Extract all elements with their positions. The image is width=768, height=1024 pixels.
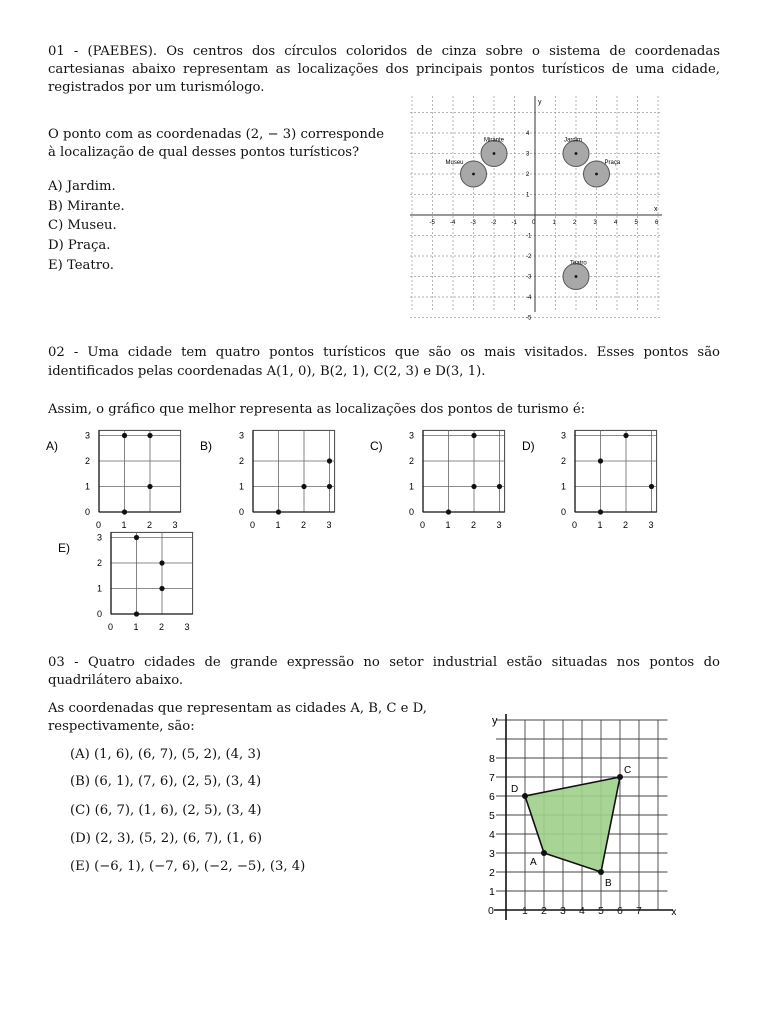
chart-point — [497, 484, 502, 489]
y-tick-label: 1 — [526, 192, 530, 199]
q1-option-d: D) Praça. — [48, 238, 111, 253]
chart-x-tick-label: 0 — [96, 520, 102, 530]
chart-point — [159, 586, 164, 591]
x-tick-label: 2 — [541, 905, 547, 917]
q2-prompt: Assim, o gráfico que melhor representa as localizações dos pontos de turismo é: — [48, 402, 586, 417]
q1-option-e: E) Teatro. — [48, 258, 114, 273]
y-tick-label: 3 — [526, 151, 530, 158]
q2-chart-e — [58, 534, 208, 642]
chart-y-tick-label: 2 — [85, 456, 91, 466]
chart-point — [301, 484, 306, 489]
chart-y-tick-label: 3 — [409, 430, 415, 441]
chart-point — [122, 509, 127, 514]
q3-option-c: (C) (6, 7), (1, 6), (2, 5), (3, 4) — [70, 803, 262, 818]
q2-chart-b — [200, 432, 350, 540]
y-tick-label: -5 — [526, 315, 532, 322]
x-tick-label: 6 — [617, 905, 623, 917]
y-tick-label: 2 — [489, 867, 495, 879]
x-axis-label: x — [671, 907, 677, 918]
y-tick-label: 1 — [489, 886, 495, 898]
q3-header: 03 - Quatro cidades de grande expressão no setor industrial estão situadas nos pontos do quadrilátero abaixo. — [48, 655, 720, 688]
vertex-label-a: A — [530, 857, 537, 868]
chart-y-tick-label: 1 — [85, 481, 91, 492]
chart-y-tick-label: 2 — [97, 558, 103, 568]
vertex-point-d — [522, 793, 528, 799]
q3-option-d: (D) (2, 3), (5, 2), (6, 7), (1, 6) — [70, 831, 263, 846]
landmark-center-jardim — [575, 152, 578, 155]
x-tick-label: 3 — [560, 905, 566, 917]
x-tick-label: 3 — [593, 220, 597, 226]
vertex-point-b — [598, 869, 604, 875]
chart-option-label: E) — [58, 541, 70, 555]
q2-chart-a — [46, 432, 196, 540]
landmark-label-mirante: Mirante — [484, 137, 505, 144]
chart-point — [327, 458, 332, 463]
chart-y-tick-label: 0 — [561, 507, 567, 517]
chart-point — [147, 433, 152, 438]
chart-y-tick-label: 3 — [85, 430, 91, 441]
chart-x-tick-label: 0 — [250, 520, 256, 530]
y-tick-label: 6 — [489, 791, 495, 803]
chart-y-tick-label: 3 — [97, 532, 103, 543]
chart-point — [327, 484, 332, 489]
x-tick-label: -3 — [470, 220, 476, 226]
chart-option-label: C) — [370, 439, 383, 453]
landmark-label-teatro: Teatro — [570, 260, 587, 267]
chart-point — [446, 509, 451, 514]
chart-x-tick-label: 3 — [648, 520, 654, 530]
chart-option-label: A) — [46, 439, 58, 453]
chart-x-tick-label: 2 — [301, 520, 307, 530]
q3-option-e: (E) (−6, 1), (−7, 6), (−2, −5), (3, 4) — [70, 859, 306, 874]
landmark-center-mirante — [493, 152, 496, 155]
landmark-label-praca: Praça — [604, 160, 621, 166]
x-tick-label: 4 — [579, 905, 585, 917]
chart-x-tick-label: 2 — [623, 520, 629, 530]
q2-chart-c — [370, 432, 520, 540]
chart-point — [134, 611, 139, 616]
x-tick-label: -1 — [511, 220, 517, 226]
chart-point — [159, 560, 164, 565]
landmark-center-praca — [595, 173, 598, 176]
x-tick-label: 6 — [655, 220, 659, 226]
y-tick-label: 5 — [489, 810, 495, 822]
chart-point — [649, 484, 654, 489]
y-tick-label: 8 — [489, 753, 495, 765]
chart-point — [471, 484, 476, 489]
chart-x-tick-label: 1 — [597, 520, 603, 530]
landmark-center-museu — [472, 173, 475, 176]
chart-x-tick-label: 1 — [445, 520, 451, 530]
chart-y-tick-label: 0 — [85, 507, 91, 517]
chart-point — [122, 433, 127, 438]
x-tick-label: -2 — [491, 220, 497, 226]
q3-question: As coordenadas que representam as cidades A, B, C e D, respectivamente, são: — [48, 701, 427, 734]
chart-y-tick-label: 2 — [239, 456, 245, 466]
vertex-label-d: D — [511, 784, 519, 795]
chart-option-label: D) — [522, 439, 535, 453]
chart-point — [623, 433, 628, 438]
chart-x-tick-label: 0 — [572, 520, 578, 530]
landmark-center-teatro — [575, 275, 578, 278]
y-tick-label: 2 — [526, 172, 530, 178]
quadrilateral-shape — [525, 777, 620, 872]
chart-x-tick-label: 1 — [275, 520, 281, 530]
chart-x-tick-label: 0 — [420, 520, 426, 530]
chart-x-tick-label: 1 — [121, 520, 127, 530]
chart-frame — [575, 430, 657, 512]
chart-x-tick-label: 3 — [326, 520, 332, 530]
q1-option-c: C) Museu. — [48, 218, 117, 233]
x-axis-label: x — [654, 206, 658, 213]
y-tick-label: 3 — [489, 848, 495, 860]
chart-y-tick-label: 2 — [409, 456, 415, 466]
chart-x-tick-label: 3 — [496, 520, 502, 530]
x-tick-label: 4 — [614, 220, 618, 226]
landmark-label-jardim: Jardim — [564, 137, 583, 144]
y-tick-label: 4 — [526, 131, 530, 137]
chart-y-tick-label: 1 — [409, 481, 415, 492]
chart-frame — [423, 430, 505, 512]
q2-chart-d — [522, 432, 672, 540]
vertex-label-b: B — [605, 878, 612, 889]
x-tick-label: 5 — [634, 220, 638, 226]
chart-frame — [253, 430, 335, 512]
chart-x-tick-label: 2 — [471, 520, 477, 530]
x-tick-label: 5 — [598, 905, 604, 917]
vertex-point-a — [541, 850, 547, 856]
chart-frame — [111, 532, 193, 614]
q1-header: 01 - (PAEBES). Os centros dos círculos coloridos de cinza sobre o sistema de coordenadas cartesianas abaixo representam as localizações dos principais pontos turísticos de uma cidade, registrados por um turismólogo. — [48, 44, 720, 95]
chart-y-tick-label: 1 — [97, 583, 103, 594]
chart-option-label: B) — [200, 439, 212, 453]
chart-y-tick-label: 2 — [561, 456, 567, 466]
q3-quadrilateral-graph — [478, 710, 690, 932]
x-tick-label: 0 — [532, 220, 536, 226]
x-tick-label: 2 — [573, 220, 577, 226]
chart-x-tick-label: 0 — [108, 622, 114, 632]
chart-point — [471, 433, 476, 438]
x-tick-label: -4 — [450, 220, 456, 226]
y-tick-label: 4 — [489, 829, 495, 841]
q3-option-b: (B) (6, 1), (7, 6), (2, 5), (3, 4) — [70, 774, 262, 789]
chart-point — [276, 509, 281, 514]
chart-y-tick-label: 0 — [239, 507, 245, 517]
x-tick-label: 1 — [552, 220, 556, 226]
chart-x-tick-label: 3 — [172, 520, 178, 530]
chart-y-tick-label: 3 — [561, 430, 567, 441]
q3-option-a: (A) (1, 6), (6, 7), (5, 2), (4, 3) — [70, 747, 261, 762]
chart-x-tick-label: 2 — [147, 520, 153, 530]
y-axis-label: y — [492, 715, 498, 727]
y-tick-label: -4 — [526, 295, 532, 301]
x-tick-label: 1 — [522, 905, 528, 917]
y-tick-label: -2 — [526, 254, 532, 260]
chart-point — [147, 484, 152, 489]
chart-point — [598, 509, 603, 514]
chart-x-tick-label: 3 — [184, 622, 190, 632]
x-tick-label: -5 — [429, 220, 435, 226]
chart-y-tick-label: 1 — [561, 481, 567, 492]
q1-question: O ponto com as coordenadas (2, − 3) corresponde à localização de qual desses pontos turísticos? — [48, 127, 385, 160]
chart-point — [134, 535, 139, 540]
chart-y-tick-label: 1 — [239, 481, 245, 492]
chart-frame — [99, 430, 181, 512]
chart-x-tick-label: 2 — [159, 622, 165, 632]
y-tick-label: 7 — [489, 772, 495, 784]
vertex-label-c: C — [624, 765, 632, 776]
y-axis-label: y — [538, 99, 542, 106]
chart-y-tick-label: 0 — [97, 609, 103, 619]
q1-option-b: B) Mirante. — [48, 199, 125, 214]
y-tick-label: -3 — [526, 274, 532, 281]
q1-option-a: A) Jardim. — [48, 179, 116, 194]
vertex-point-c — [617, 774, 623, 780]
chart-y-tick-label: 3 — [239, 430, 245, 441]
chart-y-tick-label: 0 — [409, 507, 415, 517]
q2-header: 02 - Uma cidade tem quatro pontos turísticos que são os mais visitados. Esses pontos são identificados pelas coordenadas A(1, 0), B(2, 1), C(2, 3) e D(3, 1). — [48, 345, 720, 379]
y-tick-label: -1 — [526, 233, 532, 240]
chart-x-tick-label: 1 — [133, 622, 139, 632]
landmark-label-museu: Museu — [445, 160, 464, 166]
x-tick-label: 7 — [636, 905, 642, 917]
x-tick-label: 0 — [488, 905, 494, 917]
q1-tourist-map-graph — [408, 94, 666, 322]
chart-point — [598, 458, 603, 463]
